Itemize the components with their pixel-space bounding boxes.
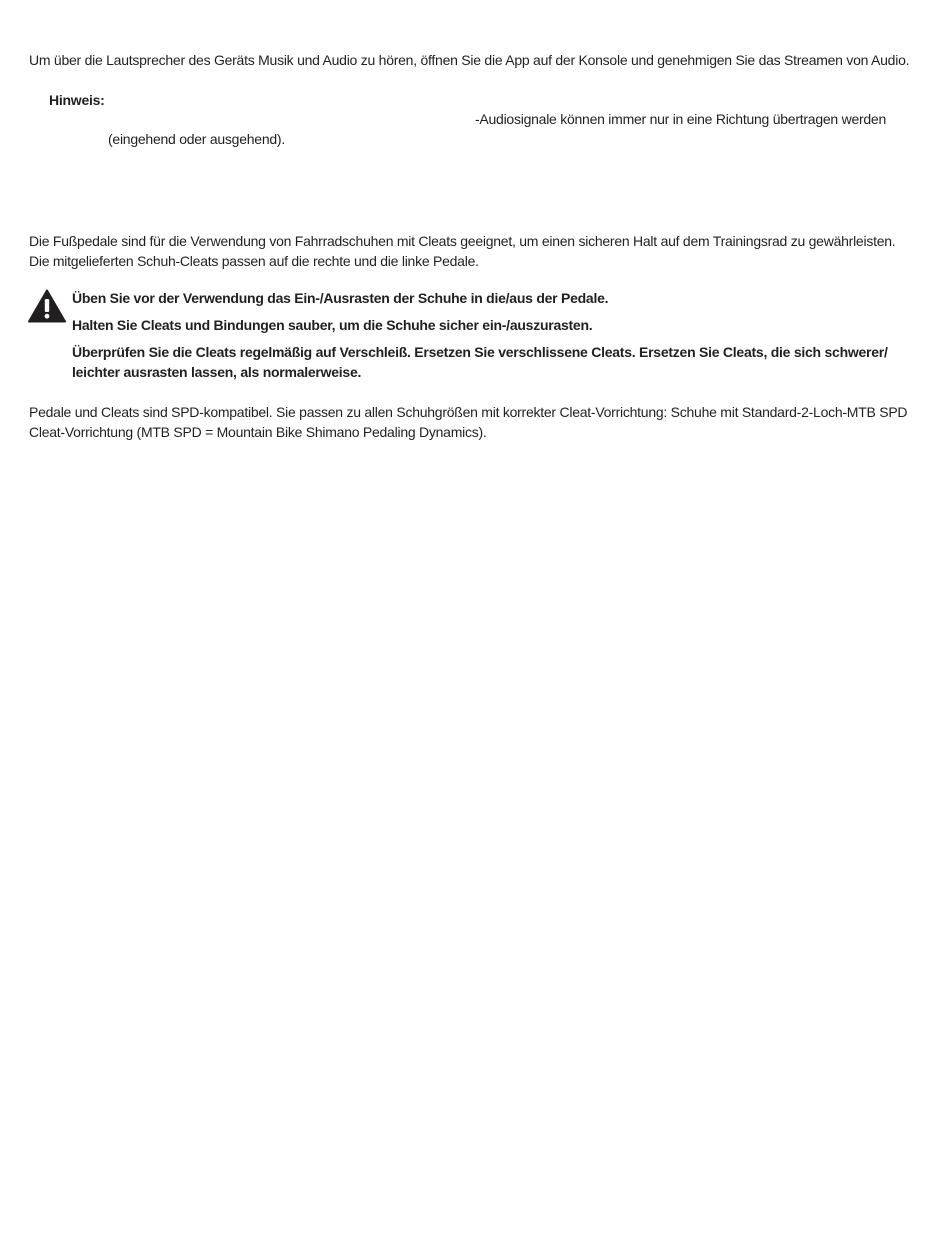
pedal-paragraph-line-2: Die mitgelieferten Schuh-Cleats passen auf die rechte und die linke Pedale. <box>29 253 479 269</box>
pedal-paragraph-line-1: Die Fußpedale sind für die Verwendung von Fahrradschuhen mit Cleats geeignet, um einen sicheren Halt auf dem Trainingsrad zu gewährleisten. <box>29 233 896 249</box>
warning-triangle-icon <box>28 289 66 323</box>
note-text-line-2: (eingehend oder ausgehend). <box>108 131 285 147</box>
spd-paragraph-line-1: Pedale und Cleats sind SPD-kompatibel. Sie passen zu allen Schuhgrößen mit korrekter Cleat-Vorrichtung: Schuhe mit Standard-2-Loch-MTB SPD <box>29 404 908 420</box>
note-text-line-1: -Audiosignale können immer nur in eine Richtung übertragen werden <box>475 111 887 127</box>
note-label: Hinweis: <box>49 92 105 108</box>
spd-paragraph-line-2: Cleat-Vorrichtung (MTB SPD = Mountain Bike Shimano Pedaling Dynamics). <box>29 424 487 440</box>
warning-item-2: Halten Sie Cleats und Bindungen sauber, um die Schuhe sicher ein-/auszurasten. <box>72 317 593 333</box>
audio-intro-text: Um über die Lautsprecher des Geräts Musik und Audio zu hören, öffnen Sie die App auf der Konsole und genehmigen Sie das Streamen von Audio. <box>29 52 910 68</box>
warning-item-1: Üben Sie vor der Verwendung das Ein-/Ausrasten der Schuhe in die/aus der Pedale. <box>72 290 609 306</box>
warning-item-3-line-1: Überprüfen Sie die Cleats regelmäßig auf Verschleiß. Ersetzen Sie verschlissene Cleats. Ersetzen Sie Cleats, die sich schwerer/ <box>72 344 888 360</box>
warning-item-3-line-2: leichter ausrasten lassen, als normalerweise. <box>72 364 362 380</box>
